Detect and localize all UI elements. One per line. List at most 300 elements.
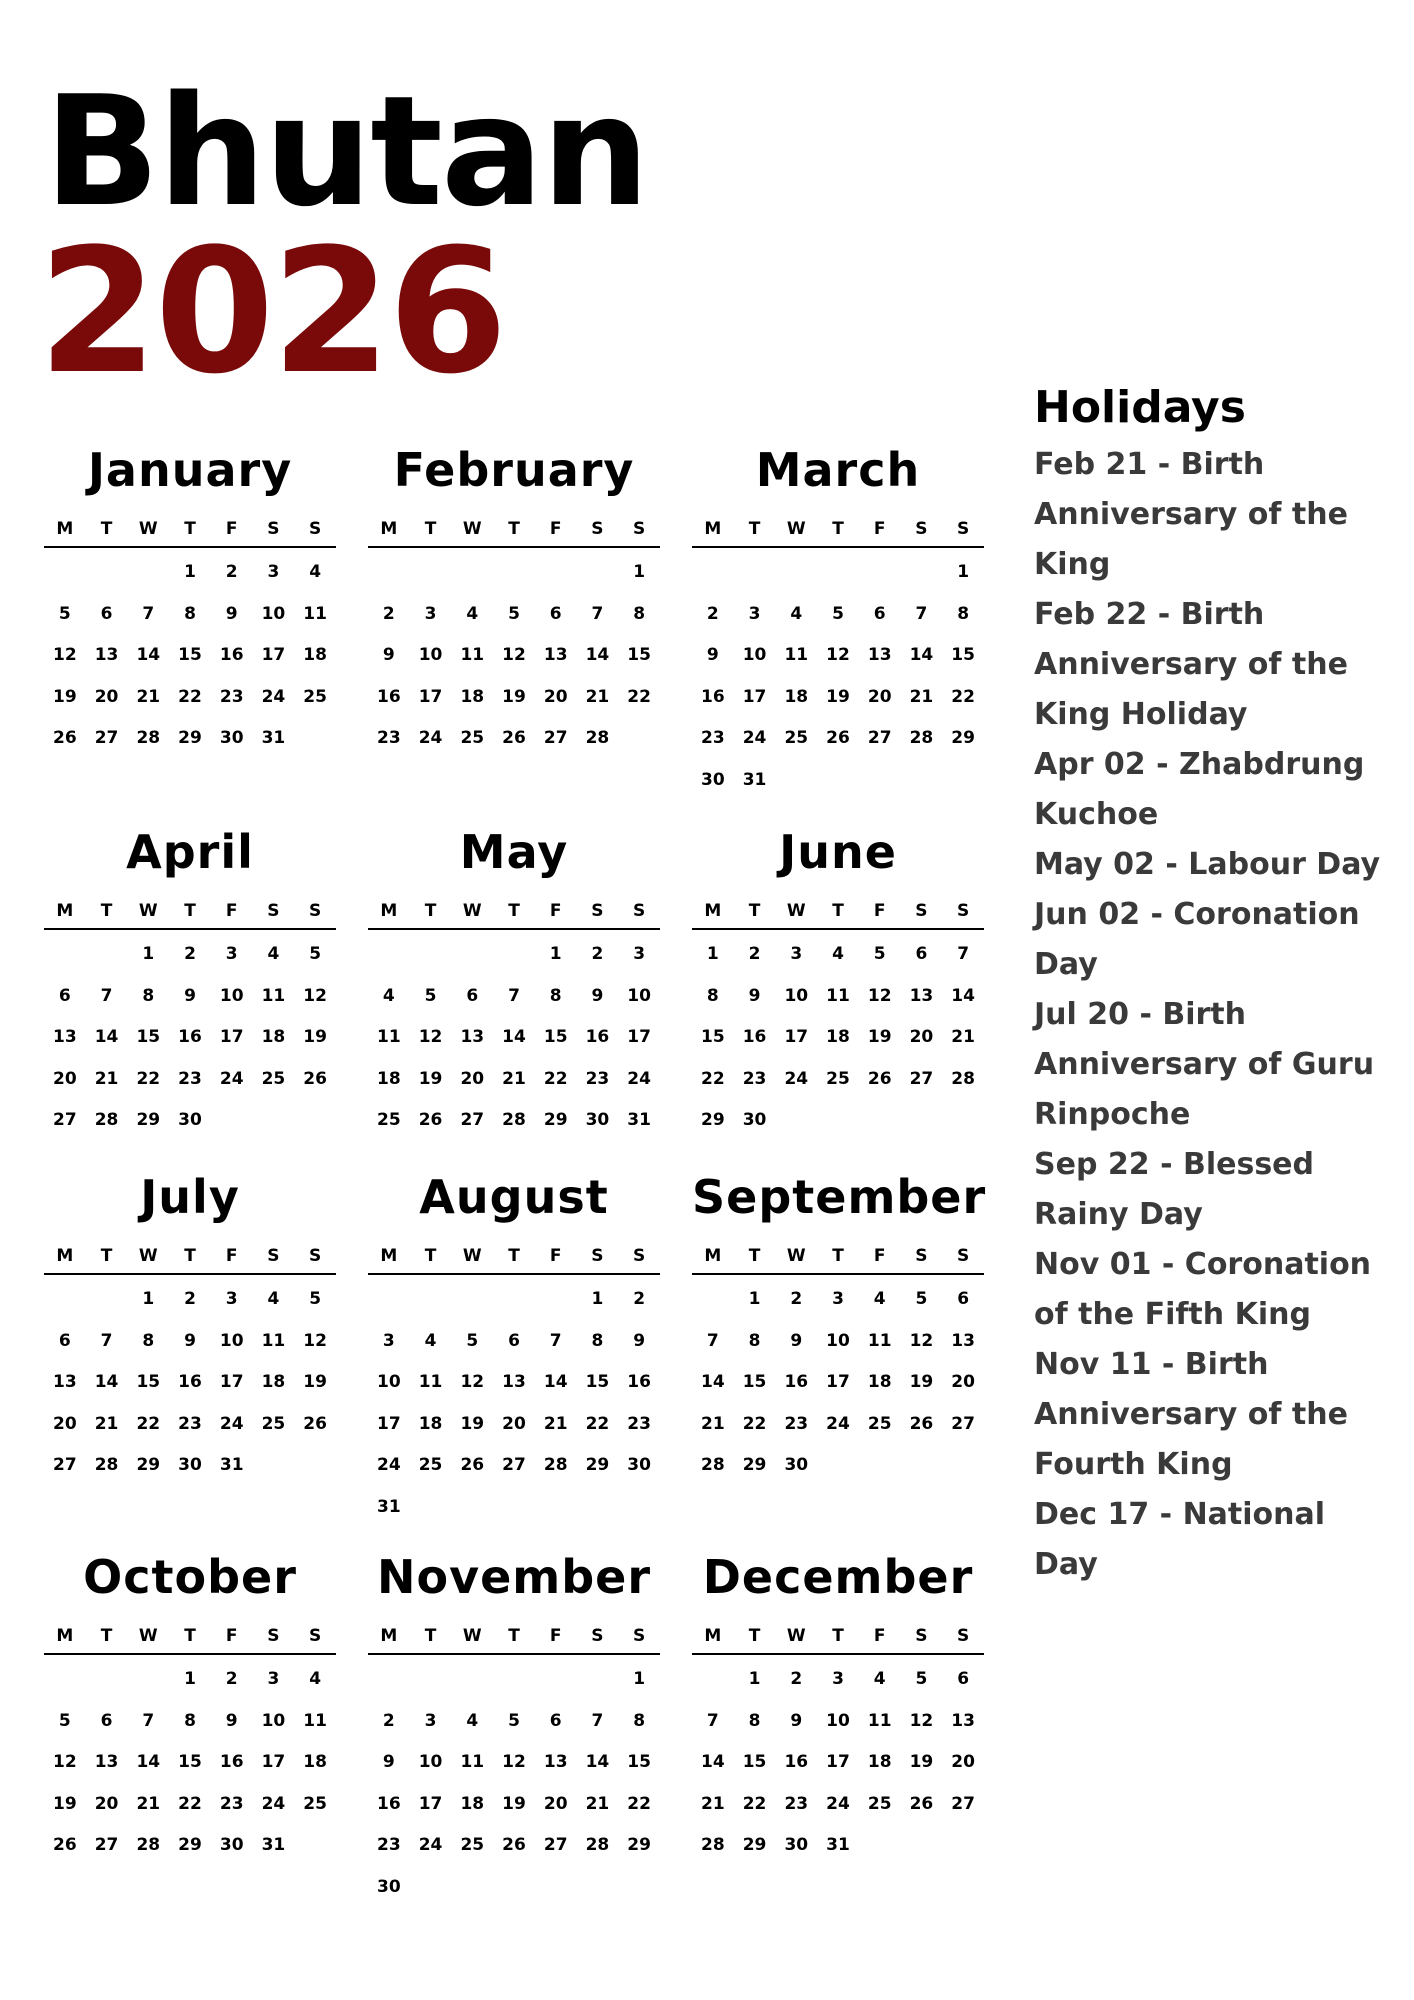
holiday-item: Nov 01 - Coronation of the Fifth King [1034, 1247, 1372, 1332]
day-cell: 25 [784, 728, 809, 748]
weekday-label: M [704, 1626, 722, 1646]
day-cell: 10 [219, 1330, 244, 1351]
weekday-label: M [380, 1626, 398, 1646]
day-cell: 26 [53, 728, 77, 748]
day-cell: 20 [909, 1027, 934, 1047]
day-cell: 12 [303, 1330, 327, 1351]
weekday-label: S [591, 519, 604, 539]
day-cell: 26 [53, 1835, 77, 1855]
day-cell: 5 [915, 1289, 928, 1309]
day-cell: 16 [178, 1372, 202, 1392]
weekday-label: S [309, 1246, 322, 1266]
day-cell: 17 [627, 1027, 651, 1047]
month-march [692, 440, 984, 801]
day-cell: 11 [826, 985, 850, 1006]
day-cell: 9 [591, 985, 604, 1006]
day-cell: 30 [784, 1455, 809, 1475]
weekday-label: T [184, 901, 196, 921]
day-cell: 4 [873, 1289, 886, 1309]
month-name: February [393, 443, 635, 497]
day-cell: 23 [377, 728, 401, 748]
day-cell: 12 [53, 1752, 77, 1772]
day-cell: 9 [748, 985, 761, 1006]
day-cell: 25 [460, 1835, 485, 1855]
month-january [44, 440, 336, 760]
day-cell: 17 [261, 1752, 286, 1772]
day-cell: 27 [951, 1413, 975, 1434]
day-cell: 30 [784, 1835, 809, 1855]
weekday-label: T [184, 519, 196, 539]
day-cell: 21 [94, 1068, 119, 1089]
month-name: August [419, 1170, 609, 1224]
day-cell: 13 [502, 1372, 526, 1392]
day-cell: 17 [219, 1372, 244, 1392]
weekday-label: T [832, 1626, 844, 1646]
day-cell: 6 [508, 1330, 520, 1351]
empty-day-cell [577, 552, 619, 594]
day-cell: 30 [219, 728, 244, 748]
day-cell: 13 [94, 645, 119, 665]
weekday-label: W [786, 519, 806, 539]
day-cell: 30 [701, 769, 725, 790]
day-cell: 2 [591, 944, 604, 964]
day-cell: 21 [909, 686, 934, 707]
day-cell: 9 [382, 645, 395, 665]
day-cell: 27 [543, 1835, 568, 1855]
day-cell: 26 [460, 1455, 485, 1475]
day-cell: 29 [585, 1455, 610, 1475]
day-cell: 2 [225, 562, 238, 582]
weekday-label: M [56, 519, 74, 539]
day-cell: 8 [142, 1330, 155, 1351]
day-cell: 3 [382, 1330, 395, 1351]
month-july [44, 1167, 336, 1487]
holiday-item: Sep 22 - Blessed Rainy Day [1034, 1147, 1314, 1232]
empty-day-cell [901, 552, 943, 594]
day-cell: 25 [867, 1793, 892, 1814]
weekday-label: F [873, 1246, 886, 1266]
day-cell: 7 [549, 1330, 562, 1351]
day-cell: 21 [701, 1413, 725, 1434]
day-cell: 17 [219, 1027, 244, 1047]
day-cell: 26 [867, 1068, 892, 1089]
empty-day-cell [692, 1659, 734, 1701]
weekday-header [368, 1619, 660, 1655]
day-cell: 31 [261, 728, 286, 748]
day-cell: 20 [94, 686, 119, 707]
day-cell: 31 [742, 769, 767, 790]
day-cell: 19 [53, 686, 77, 707]
day-cell: 13 [909, 985, 934, 1006]
day-cell: 29 [701, 1110, 725, 1130]
day-cell: 10 [377, 1372, 401, 1392]
day-cell: 12 [303, 985, 327, 1006]
weekday-label: S [633, 901, 646, 921]
day-cell: 24 [418, 728, 443, 748]
empty-day-cell [577, 1659, 619, 1701]
day-cell: 4 [424, 1330, 437, 1351]
day-cell: 25 [460, 728, 485, 748]
day-cell: 23 [178, 1068, 202, 1089]
month-name: July [140, 1170, 240, 1224]
day-cell: 22 [742, 1793, 767, 1814]
empty-day-cell [44, 1659, 86, 1701]
month-name: November [376, 1550, 652, 1604]
day-cell: 19 [53, 1793, 77, 1814]
day-cell: 7 [957, 944, 970, 964]
day-cell: 21 [94, 1413, 119, 1434]
day-cell: 10 [261, 603, 286, 624]
day-cell: 17 [826, 1372, 850, 1392]
day-cell: 3 [225, 944, 238, 964]
day-cell: 16 [178, 1027, 202, 1047]
day-cell: 7 [100, 985, 113, 1006]
day-cell: 10 [261, 1710, 286, 1731]
day-cell: 23 [784, 1413, 809, 1434]
empty-day-cell [368, 552, 410, 594]
day-grid [692, 1659, 984, 1867]
day-cell: 29 [178, 728, 202, 748]
day-cell: 3 [267, 562, 280, 582]
holiday-list [1034, 440, 1394, 1590]
day-cell: 12 [867, 985, 892, 1006]
day-cell: 5 [309, 944, 322, 964]
day-cell: 3 [790, 944, 803, 964]
day-grid [368, 552, 660, 760]
empty-day-cell [535, 552, 577, 594]
day-cell: 12 [909, 1330, 934, 1351]
day-cell: 18 [377, 1068, 401, 1089]
day-cell: 24 [418, 1835, 443, 1855]
day-cell: 5 [424, 985, 437, 1006]
day-cell: 9 [225, 603, 238, 624]
day-grid [368, 1659, 660, 1908]
day-cell: 23 [377, 1835, 401, 1855]
day-cell: 8 [748, 1330, 761, 1351]
day-cell: 29 [742, 1455, 767, 1475]
day-cell: 21 [951, 1027, 975, 1047]
day-cell: 12 [460, 1372, 485, 1392]
empty-day-cell [44, 934, 86, 976]
weekday-label: F [549, 1246, 562, 1266]
day-grid [44, 934, 336, 1142]
weekday-header [44, 1239, 336, 1275]
weekday-label: T [832, 519, 844, 539]
day-cell: 14 [94, 1027, 119, 1047]
day-cell: 11 [303, 603, 327, 624]
month-april [44, 822, 336, 1142]
day-cell: 28 [701, 1835, 725, 1855]
day-cell: 26 [502, 728, 526, 748]
day-cell: 3 [267, 1669, 280, 1689]
day-cell: 11 [418, 1372, 443, 1392]
weekday-label: F [873, 519, 886, 539]
day-cell: 25 [826, 1068, 850, 1089]
day-cell: 25 [303, 686, 327, 707]
day-cell: 16 [377, 686, 401, 707]
day-cell: 6 [466, 985, 479, 1006]
day-cell: 18 [826, 1027, 850, 1047]
month-june [692, 822, 984, 1142]
empty-day-cell [493, 1659, 535, 1701]
day-cell: 25 [261, 1068, 286, 1089]
day-cell: 23 [627, 1413, 651, 1434]
empty-day-cell [451, 552, 493, 594]
month-name: March [755, 443, 921, 497]
holidays-panel [1034, 380, 1394, 1590]
day-cell: 19 [418, 1068, 443, 1089]
day-cell: 30 [178, 1455, 202, 1475]
day-cell: 15 [742, 1752, 767, 1772]
day-cell: 25 [867, 1413, 892, 1434]
weekday-label: M [704, 1246, 722, 1266]
day-cell: 10 [826, 1330, 850, 1351]
day-cell: 12 [502, 645, 526, 665]
day-cell: 9 [225, 1710, 238, 1731]
weekday-label: T [508, 1246, 520, 1266]
day-cell: 6 [100, 1710, 113, 1731]
day-cell: 28 [701, 1455, 725, 1475]
day-cell: 21 [136, 1793, 161, 1814]
empty-day-cell [410, 1659, 452, 1701]
holiday-item: Feb 21 - Birth Anniversary of the King [1034, 447, 1348, 582]
day-cell: 10 [219, 985, 244, 1006]
weekday-label: S [957, 901, 970, 921]
weekday-label: T [184, 1246, 196, 1266]
weekday-label: F [549, 519, 562, 539]
holiday-item: Jun 02 - Coronation Day [1034, 897, 1360, 982]
day-cell: 6 [873, 603, 886, 624]
day-cell: 3 [748, 603, 761, 624]
day-cell: 3 [225, 1289, 238, 1309]
day-cell: 18 [784, 686, 809, 707]
day-cell: 4 [309, 1669, 322, 1689]
weekday-label: M [380, 901, 398, 921]
day-cell: 29 [543, 1110, 568, 1130]
day-cell: 15 [136, 1372, 161, 1392]
day-cell: 22 [136, 1413, 161, 1434]
day-cell: 4 [267, 944, 280, 964]
weekday-label: M [380, 1246, 398, 1266]
day-cell: 26 [418, 1110, 443, 1130]
day-cell: 20 [53, 1068, 77, 1089]
weekday-label: W [138, 1626, 158, 1646]
day-cell: 17 [261, 645, 286, 665]
weekday-label: S [957, 1246, 970, 1266]
day-grid [44, 1659, 336, 1867]
day-cell: 19 [502, 1793, 526, 1814]
day-cell: 13 [543, 645, 568, 665]
month-name: January [87, 443, 293, 497]
day-cell: 30 [742, 1110, 767, 1130]
day-cell: 22 [627, 1793, 651, 1814]
day-cell: 4 [466, 603, 479, 624]
empty-day-cell [368, 1659, 410, 1701]
day-cell: 1 [748, 1289, 761, 1309]
day-cell: 15 [136, 1027, 161, 1047]
day-cell: 19 [909, 1372, 934, 1392]
day-cell: 2 [382, 1710, 395, 1731]
empty-day-cell [859, 552, 901, 594]
weekday-label: S [309, 901, 322, 921]
weekday-label: W [462, 519, 482, 539]
day-cell: 4 [382, 985, 395, 1006]
weekday-header [368, 512, 660, 548]
day-cell: 6 [549, 1710, 562, 1731]
day-cell: 28 [585, 728, 610, 748]
month-name: October [83, 1550, 297, 1604]
day-cell: 15 [585, 1372, 610, 1392]
day-cell: 11 [303, 1710, 327, 1731]
day-cell: 19 [909, 1752, 934, 1772]
empty-day-cell [86, 552, 128, 594]
day-cell: 8 [748, 1710, 761, 1731]
day-cell: 1 [957, 562, 970, 582]
weekday-label: M [704, 519, 722, 539]
day-cell: 27 [543, 728, 568, 748]
weekday-label: T [100, 901, 113, 921]
weekday-label: S [591, 1246, 604, 1266]
day-cell: 7 [142, 603, 155, 624]
day-cell: 21 [502, 1068, 526, 1089]
day-cell: 28 [94, 1455, 119, 1475]
day-cell: 28 [951, 1068, 975, 1089]
weekday-label: T [100, 1626, 113, 1646]
day-cell: 19 [303, 1372, 327, 1392]
day-cell: 11 [460, 1752, 485, 1772]
day-cell: 25 [261, 1413, 286, 1434]
day-cell: 16 [784, 1752, 809, 1772]
day-cell: 22 [585, 1413, 610, 1434]
day-cell: 27 [53, 1455, 77, 1475]
day-cell: 2 [184, 944, 196, 964]
weekday-label: S [267, 1246, 280, 1266]
day-cell: 31 [261, 1835, 286, 1855]
day-cell: 2 [790, 1289, 803, 1309]
day-cell: 4 [873, 1669, 886, 1689]
weekday-label: T [748, 901, 761, 921]
day-cell: 5 [466, 1330, 479, 1351]
day-cell: 14 [951, 985, 975, 1006]
day-cell: 15 [543, 1027, 568, 1047]
day-cell: 20 [867, 686, 892, 707]
day-cell: 23 [585, 1068, 610, 1089]
day-cell: 28 [502, 1110, 526, 1130]
day-cell: 4 [790, 603, 803, 624]
day-cell: 1 [633, 562, 646, 582]
day-cell: 7 [142, 1710, 155, 1731]
day-cell: 23 [701, 728, 725, 748]
day-cell: 19 [826, 686, 850, 707]
empty-day-cell [451, 934, 493, 976]
day-cell: 15 [178, 645, 202, 665]
day-cell: 29 [136, 1110, 161, 1130]
weekday-label: S [267, 519, 280, 539]
weekday-label: F [225, 1246, 238, 1266]
day-cell: 10 [418, 645, 443, 665]
day-cell: 1 [748, 1669, 761, 1689]
day-cell: 27 [53, 1110, 77, 1130]
day-cell: 25 [418, 1455, 443, 1475]
weekday-label: S [591, 1626, 604, 1646]
weekday-label: S [267, 1626, 280, 1646]
weekday-label: T [424, 1626, 437, 1646]
day-cell: 5 [508, 603, 520, 624]
day-cell: 28 [909, 728, 934, 748]
weekday-label: S [633, 519, 646, 539]
day-cell: 16 [377, 1793, 401, 1814]
day-cell: 8 [142, 985, 155, 1006]
day-cell: 29 [178, 1835, 202, 1855]
holiday-item: Feb 22 - Birth Anniversary of the King Holiday [1034, 597, 1348, 732]
day-cell: 24 [627, 1068, 651, 1089]
day-cell: 5 [873, 944, 886, 964]
day-cell: 1 [142, 944, 155, 964]
day-cell: 15 [951, 645, 975, 665]
month-name: April [126, 825, 254, 879]
month-october [44, 1547, 336, 1867]
weekday-header [692, 512, 984, 548]
calendar-year: 2026 [38, 211, 505, 412]
month-august [368, 1167, 660, 1528]
holiday-item: May 02 - Labour Day [1034, 847, 1381, 882]
day-cell: 26 [502, 1835, 526, 1855]
day-cell: 2 [790, 1669, 803, 1689]
weekday-label: W [462, 1626, 482, 1646]
day-cell: 20 [94, 1793, 119, 1814]
weekday-label: W [138, 519, 158, 539]
day-cell: 27 [951, 1793, 975, 1814]
day-cell: 6 [957, 1289, 970, 1309]
day-cell: 17 [418, 1793, 443, 1814]
day-grid [692, 552, 984, 801]
day-cell: 11 [377, 1027, 401, 1047]
day-cell: 6 [549, 603, 562, 624]
day-cell: 24 [261, 686, 286, 707]
day-cell: 13 [951, 1710, 975, 1731]
weekday-label: T [748, 1626, 761, 1646]
weekday-label: S [633, 1246, 646, 1266]
empty-day-cell [493, 1279, 535, 1321]
weekday-label: T [748, 1246, 761, 1266]
day-cell: 27 [94, 1835, 119, 1855]
day-cell: 8 [633, 603, 646, 624]
day-cell: 7 [508, 985, 520, 1006]
day-cell: 22 [543, 1068, 568, 1089]
month-december [692, 1547, 984, 1867]
weekday-label: W [462, 1246, 482, 1266]
day-cell: 18 [418, 1413, 443, 1434]
day-cell: 7 [706, 1710, 719, 1731]
day-cell: 4 [267, 1289, 280, 1309]
day-cell: 14 [136, 1752, 161, 1772]
day-cell: 28 [94, 1110, 119, 1130]
day-cell: 18 [303, 1752, 327, 1772]
empty-day-cell [775, 552, 817, 594]
day-cell: 16 [627, 1372, 651, 1392]
day-cell: 19 [303, 1027, 327, 1047]
day-cell: 28 [585, 1835, 610, 1855]
empty-day-cell [410, 1279, 452, 1321]
day-cell: 6 [58, 1330, 71, 1351]
month-name: December [702, 1550, 974, 1604]
empty-day-cell [368, 934, 410, 976]
weekday-label: T [832, 901, 844, 921]
weekday-label: S [915, 901, 928, 921]
day-cell: 20 [951, 1752, 975, 1772]
day-cell: 12 [826, 645, 850, 665]
day-cell: 17 [784, 1027, 809, 1047]
